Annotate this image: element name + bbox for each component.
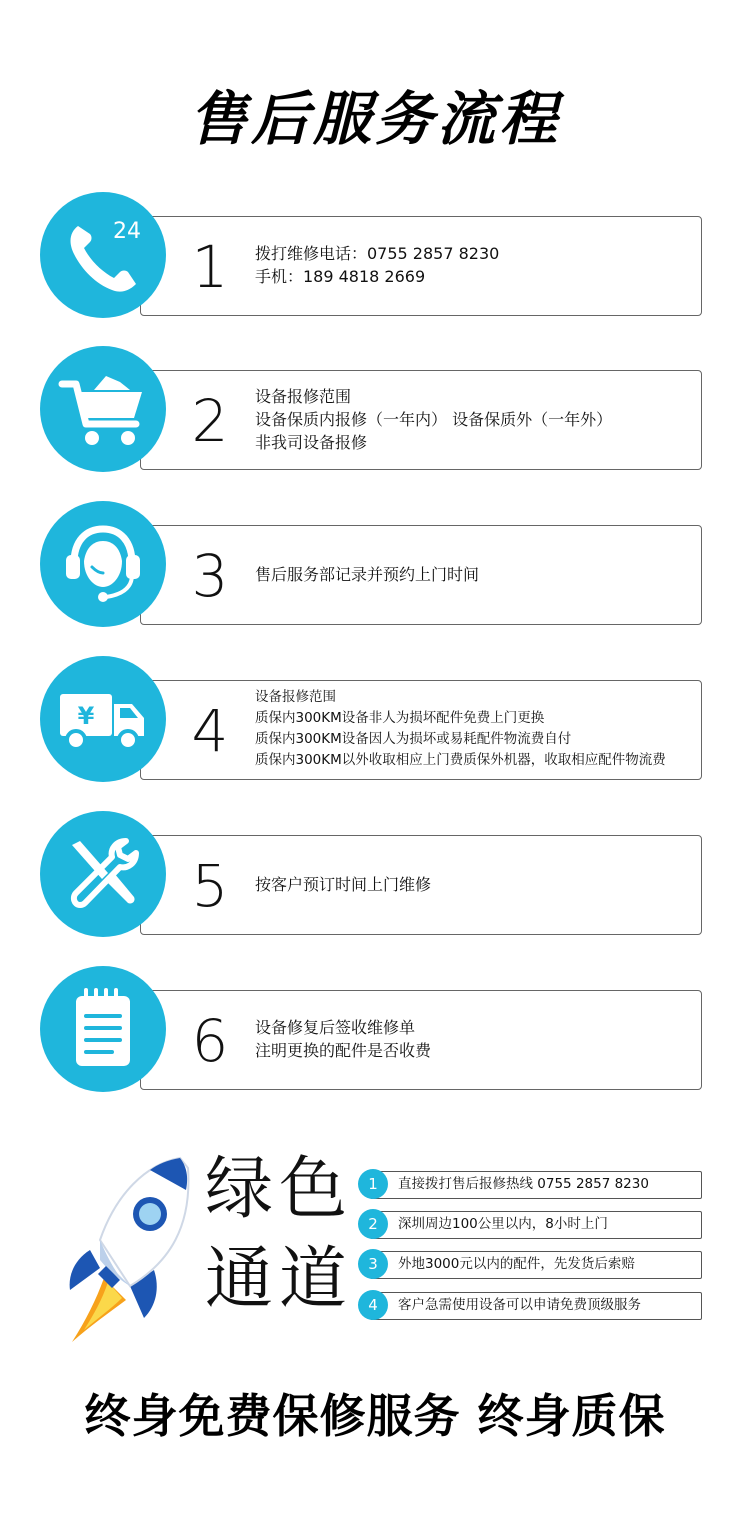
green-channel-title-line2: 通道: [205, 1240, 354, 1319]
step-text: [255, 835, 705, 933]
green-channel-item: [358, 1292, 700, 1318]
step-1-badge: 24: [113, 219, 141, 244]
step-line: 手机：189 4818 2669: [255, 267, 426, 286]
step-line: 按客户预订时间上门维修: [255, 874, 432, 894]
step-line: 质保内300KM以外收取相应上门费质保外机器，收取相应配件物流费: [255, 752, 666, 768]
green-channel-item-text: 直接拨打售后报修热线 0755 2857 8230: [398, 1176, 649, 1192]
green-channel-item-text: 深圳周边100公里以内，8小时上门: [398, 1216, 608, 1232]
step-2: [40, 346, 702, 474]
step-line: 注明更换的配件是否收费: [255, 1041, 432, 1060]
step-line: 设备修复后签收维修单: [255, 1018, 416, 1037]
step-number: 3: [191, 542, 229, 610]
step-text: [255, 525, 705, 623]
shopping-cart-icon: [40, 346, 166, 472]
step-1: [40, 192, 702, 320]
step-5: [40, 811, 702, 939]
step-line: 非我司设备报修: [255, 432, 368, 452]
wrench-screwdriver-icon: [40, 811, 166, 937]
step-text: [255, 370, 705, 468]
green-channel-item-number: 3: [358, 1249, 388, 1279]
step-number: 5: [191, 852, 229, 920]
green-channel-item-text: 外地3000元以内的配件，先发货后索赔: [398, 1256, 635, 1272]
footer-slogan: 终身免费保修服务 终身质保: [84, 1389, 666, 1443]
step-number: 6: [191, 1007, 229, 1075]
step-text: [255, 680, 705, 778]
step-line: 售后服务部记录并预约上门时间: [255, 564, 480, 584]
page-title: 售后服务流程: [188, 85, 561, 153]
step-number: 2: [191, 387, 229, 455]
customer-service-headset-icon: [40, 501, 166, 627]
step-line: 设备报修范围: [255, 386, 352, 406]
step-text: [255, 216, 705, 314]
step-6: [40, 966, 702, 1094]
delivery-truck-yuan-icon: [40, 656, 166, 782]
green-channel-item: [358, 1251, 700, 1277]
phone-24-icon: [40, 192, 166, 318]
step-line: 质保内300KM设备非人为损坏配件免费上门更换: [255, 710, 545, 726]
step-number: 4: [191, 697, 229, 765]
step-4-badge: ¥: [77, 702, 95, 730]
step-text: [255, 990, 705, 1088]
step-line: 设备保质内报修（一年内） 设备保质外（一年外）: [255, 409, 613, 429]
notepad-checklist-icon: [40, 966, 166, 1092]
green-channel-item-text: 客户急需使用设备可以申请免费顶级服务: [398, 1297, 641, 1313]
step-4: [40, 656, 702, 784]
rocket-icon: [60, 1150, 200, 1350]
step-line: 设备报修范围: [255, 689, 336, 705]
green-channel-item-number: 1: [358, 1169, 388, 1199]
green-channel-item-number: 4: [358, 1290, 388, 1320]
green-channel-title-line1: 绿色: [205, 1150, 354, 1229]
step-3: [40, 501, 702, 629]
step-number: 1: [191, 233, 229, 301]
step-line: 拨打维修电话：0755 2857 8230: [255, 244, 500, 263]
green-channel-item: [358, 1211, 700, 1237]
green-channel-item-number: 2: [358, 1209, 388, 1239]
green-channel-item: [358, 1171, 700, 1197]
step-line: 质保内300KM设备因人为损坏或易耗配件物流费自付: [255, 731, 572, 747]
